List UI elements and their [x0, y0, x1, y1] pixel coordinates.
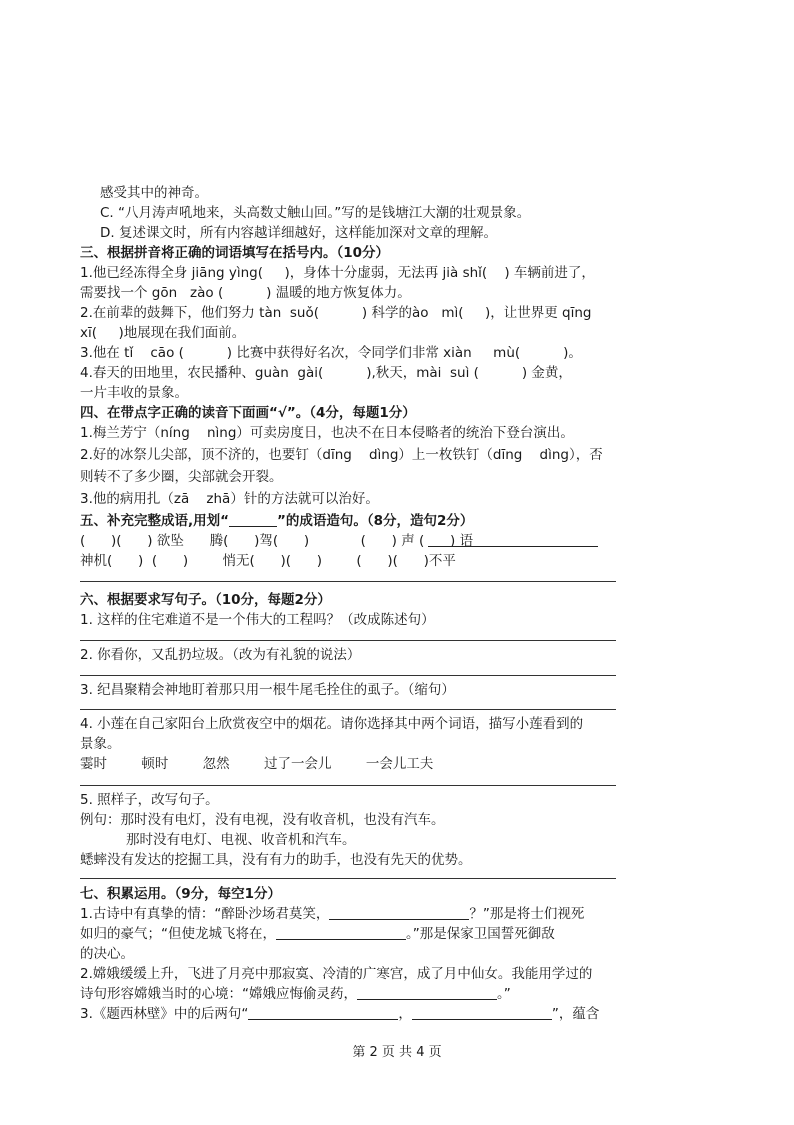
blank-line[interactable]: [357, 985, 497, 1000]
s6-q2: 2. 你看你，又乱扔垃圾。（改为有礼貌的说法）: [80, 647, 361, 663]
blank-line[interactable]: [276, 925, 406, 940]
idiom-underline: [428, 546, 598, 547]
s7-line5: 诗句形容嫦娥当时的心境：“嫦娥应悔偷灵药， 。”: [80, 986, 511, 1002]
s3-line6: 4.春天的田地里，农民播种、guàn gài( ),秋天，mài suì ( ) 金黄，: [80, 365, 572, 381]
s3-line4: xī( )地展现在我们面前。: [80, 325, 246, 341]
section3-title: 三、根据拼音将正确的词语填写在括号内。（10分）: [80, 245, 390, 261]
s3-line5: 3.他在 tǐ cāo ( ) 比赛中获得好名次，令同学们非常 xiàn mù( )。: [80, 345, 582, 361]
s7-line1: 1.古诗中有真挚的情：“醉卧沙场君莫笑， ？”那是将士们视死: [80, 906, 585, 922]
answer-line: [80, 878, 616, 879]
answer-line: [80, 709, 616, 710]
s3-line1: 1.他已经冻得全身 jiāng yìng( )，身体十分虚弱，无法再 jià shǐ( ) 车辆前进了，: [80, 265, 595, 281]
section5-title: 五、补充完整成语,用划“ ”的成语造句。（8分，造句2分）: [80, 513, 474, 529]
underline-sample: [229, 512, 277, 527]
s4-line3: 则转不了多少圈，尖部就会开裂。: [80, 469, 283, 485]
s6-word-choices: 霎时 顿时 忽然 过了一会儿 一会儿工夫: [80, 756, 434, 772]
s7-line6: 3.《题西林壁》中的后两句“ ， ”，蕴含: [80, 1006, 600, 1022]
s4-line4: 3.他的病用扎（zā zhā）针的方法就可以治好。: [80, 491, 379, 507]
option-c: C. “八月涛声吼地来，头高数丈触山回。”写的是钱塘江大潮的壮观景象。: [100, 205, 531, 221]
s4-line1: 1.梅兰芳宁（níng nìng）可卖房度日，也决不在日本侵略者的统治下登台演出。: [80, 425, 574, 441]
answer-line: [80, 581, 616, 582]
section7-title: 七、积累运用。（9分，每空1分）: [80, 886, 282, 902]
s3-line7: 一片丰收的景象。: [80, 385, 188, 401]
option-d: D. 复述课文时，所有内容越详细越好，这样能加深对文章的理解。: [100, 225, 497, 241]
s6-q4b: 景象。: [80, 736, 121, 752]
s5-idiom-row1: ( )( ) 欲坠 腾( )驾( ) ( ) 声 ( ) 语: [80, 533, 474, 549]
s6-example1: 例句：那时没有电灯，没有电视，没有收音机，也没有汽车。: [80, 812, 445, 828]
s6-q1: 1. 这样的住宅难道不是一个伟大的工程吗？（改成陈述句）: [80, 612, 435, 628]
page-footer: 第 2 页 共 4 页: [352, 1045, 442, 1060]
s6-example2: 那时没有电灯、电视、收音机和汽车。: [126, 832, 356, 848]
s7-line4: 2.嫦娥缓缓上升，飞进了月亮中那寂寞、冷清的广寒宫，成了月中仙女。我能用学过的: [80, 966, 593, 982]
answer-line: [80, 785, 616, 786]
option-b-continuation: 感受其中的神奇。: [100, 185, 208, 201]
s3-line2: 需要找一个 gōn zào ( ) 温暖的地方恢复体力。: [80, 285, 411, 301]
section6-title: 六、根据要求写句子。（10分，每题2分）: [80, 592, 331, 608]
s6-q3: 3. 纪昌聚精会神地盯着那只用一根牛尾毛拴住的虱子。（缩句）: [80, 682, 455, 698]
s7-line2: 如归的豪气；“但使龙城飞将在， 。”那是保家卫国誓死御敌: [80, 926, 555, 942]
blank-line[interactable]: [412, 1005, 552, 1020]
s3-line3: 2.在前辈的鼓舞下，他们努力 tàn suǒ( ) 科学的ào mì( )，让世界更 qīng: [80, 305, 592, 321]
s6-q5: 5. 照样子，改写句子。: [80, 792, 219, 808]
s6-q5-sentence: 蟋蟀没有发达的挖掘工具，没有有力的助手，也没有先天的优势。: [80, 852, 472, 868]
blank-line[interactable]: [329, 905, 469, 920]
s7-line3: 的决心。: [80, 946, 134, 962]
section4-title: 四、在带点字正确的读音下面画“√”。（4分，每题1分）: [80, 405, 416, 421]
s6-q4a: 4. 小莲在自己家阳台上欣赏夜空中的烟花。请你选择其中两个词语，描写小莲看到的: [80, 716, 584, 732]
answer-line: [80, 675, 616, 676]
answer-line: [80, 640, 616, 641]
s4-line2: 2.好的冰祭儿尖部，顶不济的，也要钉（dīng dìng）上一枚铁钉（dīng dìng），否: [80, 447, 603, 463]
s5-idiom-row2: 神机( ) ( ) 悄无( )( ) ( )( )不平: [80, 553, 456, 569]
blank-line[interactable]: [248, 1005, 398, 1020]
